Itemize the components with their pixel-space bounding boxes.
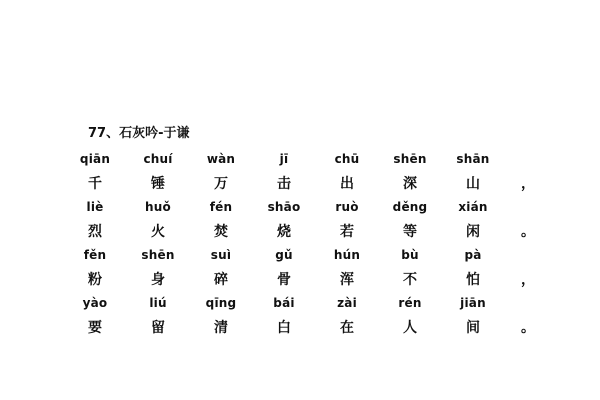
hanzi-character: 烧 bbox=[277, 224, 291, 240]
pinyin-syllable: shān bbox=[456, 152, 490, 166]
hanzi-character: 锤 bbox=[151, 176, 165, 192]
pinyin-syllable: shēn bbox=[141, 248, 175, 262]
line-punctuation: 。 bbox=[521, 320, 535, 336]
hanzi-character: 等 bbox=[403, 224, 417, 240]
hanzi-character: 出 bbox=[340, 176, 354, 192]
pinyin-syllable: zài bbox=[337, 296, 357, 310]
pinyin-syllable: jī bbox=[279, 152, 289, 166]
pinyin-syllable: yào bbox=[82, 296, 108, 310]
pinyin-syllable: hún bbox=[333, 248, 361, 262]
hanzi-character: 身 bbox=[151, 272, 165, 288]
hanzi-character: 人 bbox=[403, 320, 417, 336]
hanzi-character: 要 bbox=[88, 320, 102, 336]
pinyin-syllable: shēn bbox=[393, 152, 427, 166]
hanzi-character: 清 bbox=[214, 320, 228, 336]
hanzi-character: 若 bbox=[340, 224, 354, 240]
pinyin-syllable: ruò bbox=[335, 200, 359, 214]
hanzi-character: 留 bbox=[151, 320, 165, 336]
pinyin-syllable: xián bbox=[458, 200, 488, 214]
hanzi-character: 千 bbox=[88, 176, 102, 192]
pinyin-syllable: wàn bbox=[206, 152, 236, 166]
line-punctuation: ， bbox=[521, 272, 535, 288]
hanzi-character: 击 bbox=[277, 176, 291, 192]
pinyin-syllable: suì bbox=[210, 248, 232, 262]
pinyin-syllable: liè bbox=[86, 200, 104, 214]
poem-line-2 bbox=[60, 200, 580, 248]
pinyin-syllable: qiān bbox=[79, 152, 111, 166]
poem-line-1 bbox=[60, 152, 580, 200]
hanzi-character: 烈 bbox=[88, 224, 102, 240]
poem-line-3 bbox=[60, 248, 580, 296]
pinyin-syllable: pà bbox=[464, 248, 482, 262]
pinyin-syllable: gǔ bbox=[275, 248, 293, 262]
hanzi-character: 怕 bbox=[466, 272, 480, 288]
poem-title: 77、石灰吟-于谦 bbox=[88, 126, 190, 141]
pinyin-syllable: huǒ bbox=[145, 200, 171, 214]
pinyin-syllable: rén bbox=[398, 296, 422, 310]
hanzi-character: 不 bbox=[403, 272, 417, 288]
pinyin-syllable: jiān bbox=[460, 296, 486, 310]
pinyin-syllable: fěn bbox=[83, 248, 107, 262]
pinyin-syllable: qīng bbox=[205, 296, 237, 310]
hanzi-character: 碎 bbox=[214, 272, 228, 288]
pinyin-syllable: bái bbox=[273, 296, 295, 310]
line-punctuation: 。 bbox=[521, 224, 535, 240]
pinyin-syllable: bù bbox=[401, 248, 419, 262]
hanzi-character: 浑 bbox=[340, 272, 354, 288]
hanzi-character: 闲 bbox=[466, 224, 480, 240]
hanzi-character: 深 bbox=[403, 176, 417, 192]
pinyin-syllable: chū bbox=[334, 152, 360, 166]
pinyin-syllable: liú bbox=[149, 296, 167, 310]
hanzi-character: 万 bbox=[214, 176, 228, 192]
hanzi-character: 在 bbox=[340, 320, 354, 336]
hanzi-character: 粉 bbox=[88, 272, 102, 288]
line-punctuation: ， bbox=[521, 176, 535, 192]
hanzi-character: 间 bbox=[466, 320, 480, 336]
pinyin-syllable: chuí bbox=[143, 152, 173, 166]
hanzi-character: 山 bbox=[466, 176, 480, 192]
hanzi-character: 骨 bbox=[277, 272, 291, 288]
pinyin-syllable: děng bbox=[392, 200, 428, 214]
pinyin-syllable: shāo bbox=[267, 200, 301, 214]
hanzi-character: 焚 bbox=[214, 224, 228, 240]
poem-line-4 bbox=[60, 296, 580, 344]
pinyin-syllable: fén bbox=[209, 200, 233, 214]
hanzi-character: 白 bbox=[277, 320, 291, 336]
hanzi-character: 火 bbox=[151, 224, 165, 240]
